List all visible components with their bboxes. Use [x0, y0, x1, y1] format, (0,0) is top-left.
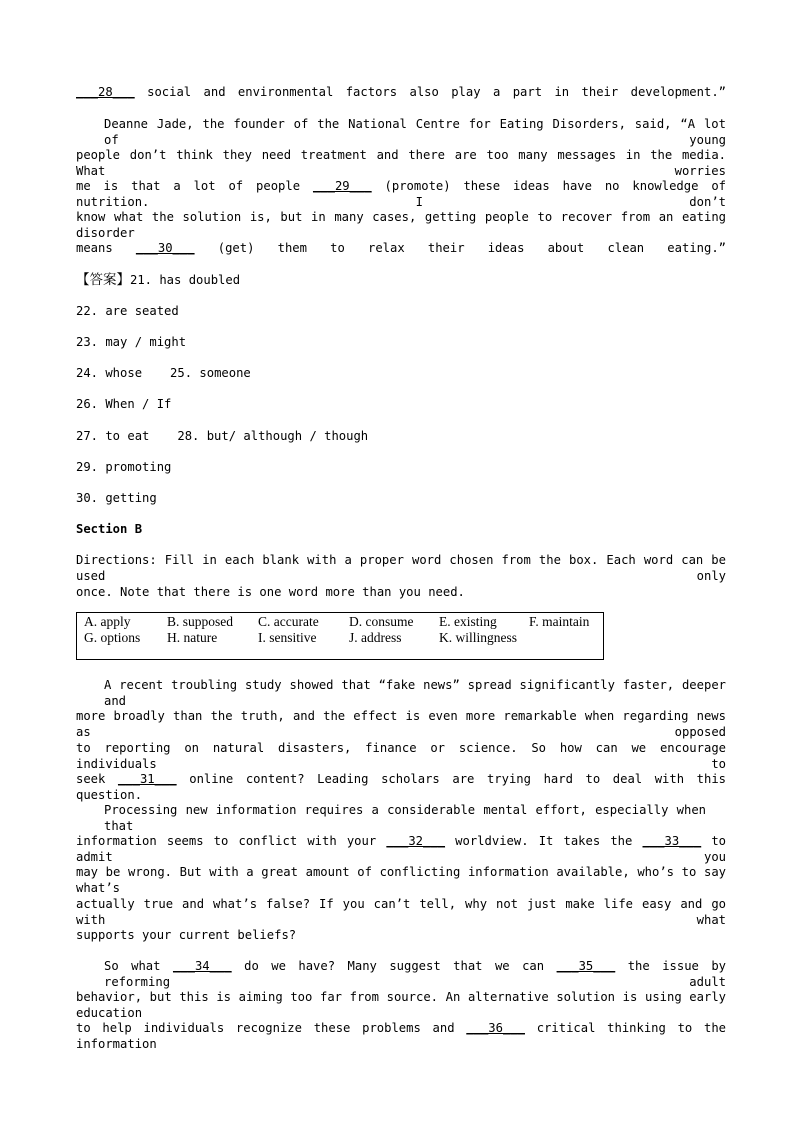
- answer-line-21: 【答案】21. has doubled: [76, 272, 241, 287]
- passage-line: know what the solution is, but in many cases, getting people to recover from an eating disorder: [76, 210, 726, 240]
- passage-line: information seems to conflict with your ___32___ worldview. It takes the ___33___ to admit you: [76, 834, 727, 864]
- passage-line: supports your current beliefs?: [76, 928, 297, 942]
- blank-35: ___35___: [556, 959, 616, 973]
- option-j: J. address: [349, 630, 402, 645]
- passage-line: means ___30___ (get) them to relax their ideas about clean eating.”: [76, 241, 727, 255]
- passage-line: Deanne Jade, the founder of the National Centre for Eating Disorders, said, “A lot of young: [104, 117, 726, 147]
- passage-line: So what ___34___ do we have? Many suggest that we can ___35___ the issue by reforming adult: [104, 959, 727, 989]
- answer-line-22: 22. are seated: [76, 304, 179, 318]
- blank-28: ___28___: [76, 85, 135, 99]
- blank-34: ___34___: [172, 959, 232, 973]
- option-e: E. existing: [439, 614, 497, 629]
- option-a: A. apply: [84, 614, 131, 629]
- passage-line: Processing new information requires a considerable mental effort, especially when that: [104, 803, 706, 833]
- option-f: F. maintain: [529, 614, 590, 629]
- word-box: [76, 612, 604, 660]
- option-k: K. willingness: [439, 630, 518, 645]
- answer-line-30: 30. getting: [76, 491, 157, 505]
- passage-line: seek ___31___ online content? Leading scholars are trying hard to deal with this question.: [76, 772, 726, 802]
- blank-36: ___36___: [466, 1021, 525, 1035]
- directions-line: once. Note that there is one word more than you need.: [76, 585, 465, 599]
- option-h: H. nature: [167, 630, 218, 645]
- passage-line: actually true and what’s false? If you can’t tell, why not just make life easy and go with what: [76, 897, 726, 927]
- answer-line-26: 26. When / If: [76, 397, 172, 411]
- blank-32: ___32___: [386, 834, 446, 848]
- passage-line: more broadly than the truth, and the effect is even more remarkable when regarding news as opposed: [76, 709, 726, 739]
- option-g: G. options: [84, 630, 141, 645]
- passage-line: people don’t think they need treatment and there are too many messages in the media. What worries: [76, 148, 726, 178]
- passage-line: me is that a lot of people ___29___ (promote) these ideas have no knowledge of nutrition. I don’t: [76, 179, 726, 209]
- passage-line: may be wrong. But with a great amount of conflicting information available, who’s to say what’s: [76, 865, 726, 895]
- section-heading: Section B: [76, 522, 143, 536]
- answer-line-23: 23. may / might: [76, 335, 187, 349]
- passage-line: A recent troubling study showed that “fake news” spread significantly faster, deeper and: [104, 678, 726, 708]
- passage-line: ___28___ social and environmental factors also play a part in their development.”: [76, 85, 726, 99]
- passage-line: behavior, but this is aiming too far from source. An alternative solution is using early education: [76, 990, 726, 1020]
- passage-line: to help individuals recognize these problems and ___36___ critical thinking to the information: [76, 1021, 727, 1051]
- option-d: D. consume: [349, 614, 414, 629]
- option-i: I. sensitive: [258, 630, 317, 645]
- answer-label: 【答案】: [76, 272, 130, 287]
- blank-33: ___33___: [642, 834, 702, 848]
- blank-29: ___29___: [312, 179, 372, 193]
- answer-line-27-28: 27. to eat 28. but/ although / though: [76, 429, 369, 443]
- blank-30: ___30___: [135, 241, 195, 255]
- directions-line: Directions: Fill in each blank with a proper word chosen from the box. Each word can be used only: [76, 553, 726, 583]
- option-b: B. supposed: [167, 614, 234, 629]
- answer-line-29: 29. promoting: [76, 460, 172, 474]
- blank-31: ___31___: [117, 772, 177, 786]
- answer-line-24-25: 24. whose 25. someone: [76, 366, 251, 380]
- passage-line: to reporting on natural disasters, finance or science. So how can we encourage individuals to: [76, 741, 726, 771]
- option-c: C. accurate: [258, 614, 319, 629]
